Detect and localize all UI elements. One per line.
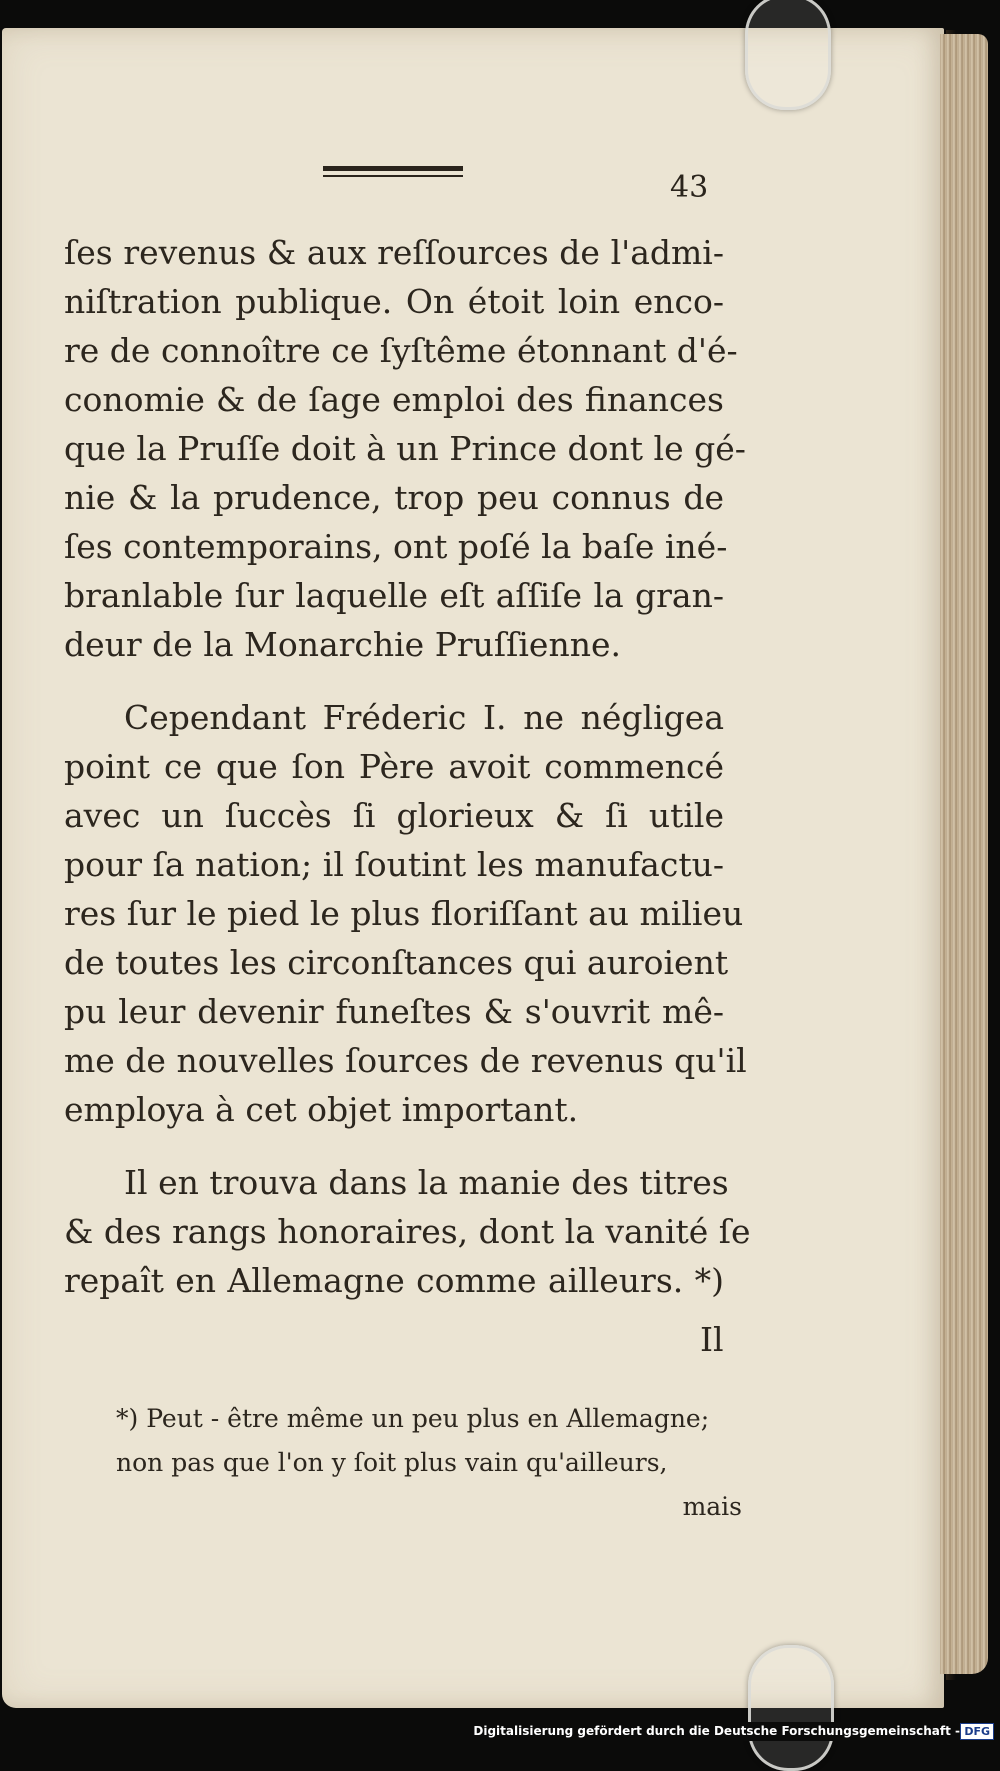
header-rule-ornament [323,166,463,178]
text-line: ſes revenus & aux reſſources de l'admi- [64,233,724,272]
text-line: pour ſa nation; il ſoutint les manufactu- [64,845,724,884]
footnote-line: non pas que l'on y ſoit plus vain qu'ailleurs, [116,1448,668,1477]
text-line: point ce que ſon Père avoit commencé [64,747,724,786]
paragraph-3 [64,1158,751,1305]
digitization-credit: Digitalisierung gefördert durch die Deutsche Forschungsgemeinschaft - [473,1724,960,1738]
text-line: branlable ſur laquelle eſt aſſiſe la gran- [64,576,724,615]
dfg-logo: DFG [960,1723,994,1740]
text-line: Cependant Fréderic I. ne négligea [124,698,724,737]
text-line: repaît en Allemagne comme ailleurs. *) [64,1261,724,1300]
paragraph-1 [64,228,746,669]
text-line: Il en trouva dans la manie des titres [124,1163,729,1202]
footnote-line: mais [682,1492,742,1521]
text-line: & des rangs honoraires, dont la vanité ſe [64,1212,751,1251]
text-line: nie & la prudence, trop peu connus de [64,478,724,517]
paragraph-2 [64,693,747,1134]
text-line: de toutes les circonſtances qui auroient [64,943,729,982]
text-line: avec un ſuccès ſi glorieux & ſi utile [64,796,724,835]
body-text [64,228,751,1305]
text-line: pu leur devenir funeſtes & s'ouvrit mê- [64,992,724,1031]
text-line: niſtration publique. On étoit loin enco- [64,282,724,321]
text-line: que la Pruſſe doit à un Prince dont le gé- [64,429,746,468]
footnote-line: *) Peut - être même un peu plus en Allemagne; [116,1404,710,1433]
footnote [116,1397,742,1529]
text-line: deur de la Monarchie Pruſſienne. [64,625,621,664]
text-line: employa à cet objet important. [64,1090,579,1129]
text-line: ſes contemporains, ont poſé la baſe iné- [64,527,728,566]
page-holder-clip-top [745,0,831,110]
catchword: Il [700,1320,724,1359]
text-line: res ſur le pied le plus floriſſant au milieu [64,894,744,933]
page-holder-clip-bottom [748,1645,834,1771]
text-line: me de nouvelles ſources de revenus qu'il [64,1041,747,1080]
text-line: re de connoître ce ſyſtême étonnant d'é- [64,331,738,370]
page-number: 43 [670,170,709,205]
text-line: conomie & de ſage emploi des finances [64,380,724,419]
book-fore-edge [940,34,988,1674]
